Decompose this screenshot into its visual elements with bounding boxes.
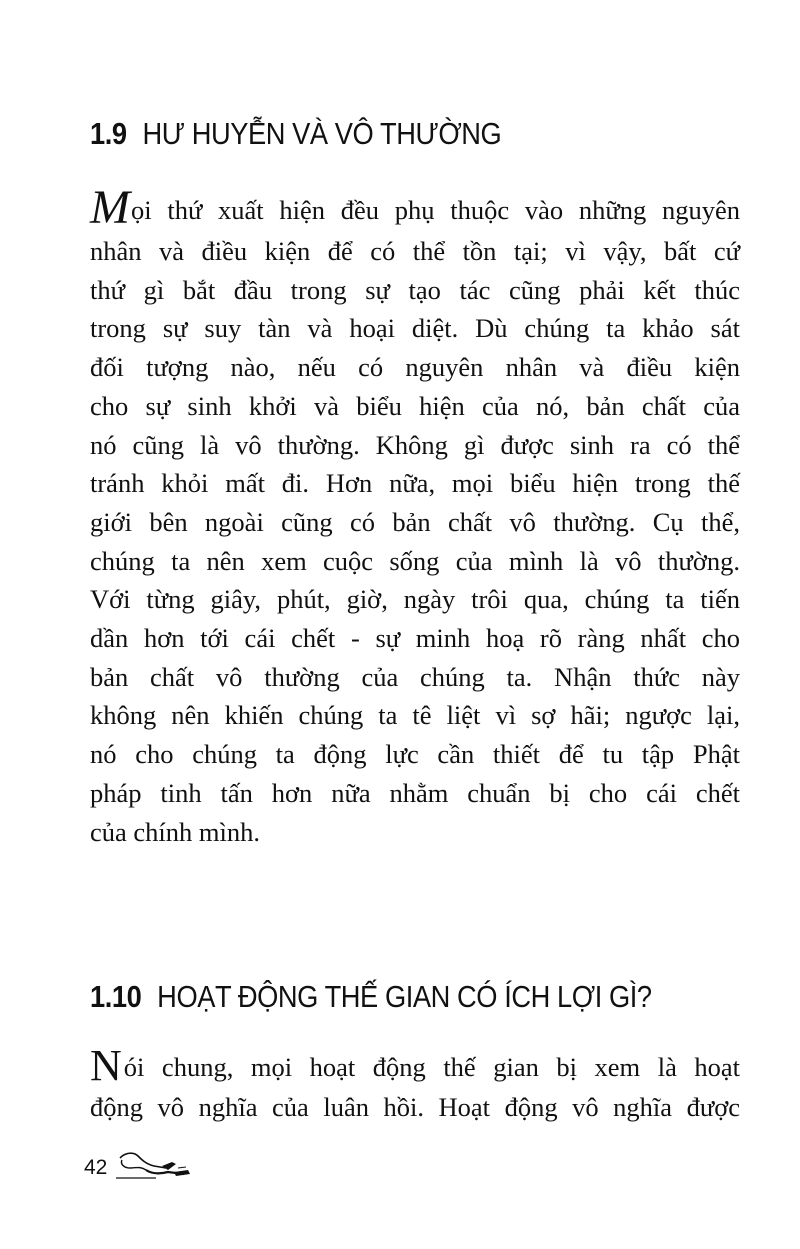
page-footer [84,1148,224,1188]
paragraph-line: dần hơn tới cái chết - sự minh hoạ rõ ràng nhất cho [90,623,740,654]
paragraph-line: tránh khỏi mất đi. Hơn nữa, mọi biểu hiện trong thế [90,468,740,499]
paragraph-line: động vô nghĩa của luân hồi. Hoạt động vô nghĩa được [90,1092,740,1122]
paragraph-line: trong sự suy tàn và hoại diệt. Dù chúng ta khảo sát [90,313,740,344]
paragraph-line: nó cho chúng ta động lực cần thiết để tu tập Phật [90,739,740,770]
paragraph-line: chúng ta nên xem cuộc sống của mình là vô thường. [90,545,740,576]
paragraph-line: đối tượng nào, nếu có nguyên nhân và điều kiện [90,352,740,383]
section-1-9-body [90,181,740,851]
paragraph-line: bản chất vô thường của chúng ta. Nhận thức này [90,661,740,692]
section-number: 1.10 [90,978,142,1014]
paragraph-line: giới bên ngoài cũng có bản chất vô thường. Cụ thể, [90,506,740,537]
paragraph-line: Nói chung, mọi hoạt động thế gian bị xem là hoạt [90,1041,740,1090]
pen-quill-ornament-icon [116,1148,196,1182]
drop-cap: M [90,181,130,234]
paragraph-line: thứ gì bắt đầu trong sự tạo tác cũng phải kết thúc [90,274,740,305]
paragraph-line: cho sự sinh khởi và biểu hiện của nó, bản chất của [90,390,740,421]
paragraph-line: nó cũng là vô thường. Không gì được sinh ra có thể [90,429,740,460]
section-number: 1.9 [90,115,127,151]
section-heading-1-10 [90,979,652,1015]
paragraph-line: của chính mình. [90,816,260,847]
paragraph-line: pháp tinh tấn hơn nữa nhằm chuẩn bị cho cái chết [90,777,740,808]
page-number: 42 [84,1156,108,1179]
paragraph-line: Với từng giây, phút, giờ, ngày trôi qua, chúng ta tiến [90,584,740,615]
section-heading-1-9 [90,116,501,152]
drop-cap: N [90,1041,122,1090]
section-title: HOẠT ĐỘNG THẾ GIAN CÓ ÍCH LỢI GÌ? [157,978,652,1014]
section-1-10-body [90,1041,740,1127]
paragraph-line: nhân và điều kiện để có thể tồn tại; vì vậy, bất cứ [90,236,740,266]
paragraph-line: không nên khiến chúng ta tê liệt vì sợ hãi; ngược lại, [90,700,740,731]
section-title: HƯ HUYỄN VÀ VÔ THƯỜNG [142,115,502,151]
paragraph-line: Mọi thứ xuất hiện đều phụ thuộc vào những nguyên [90,181,740,234]
